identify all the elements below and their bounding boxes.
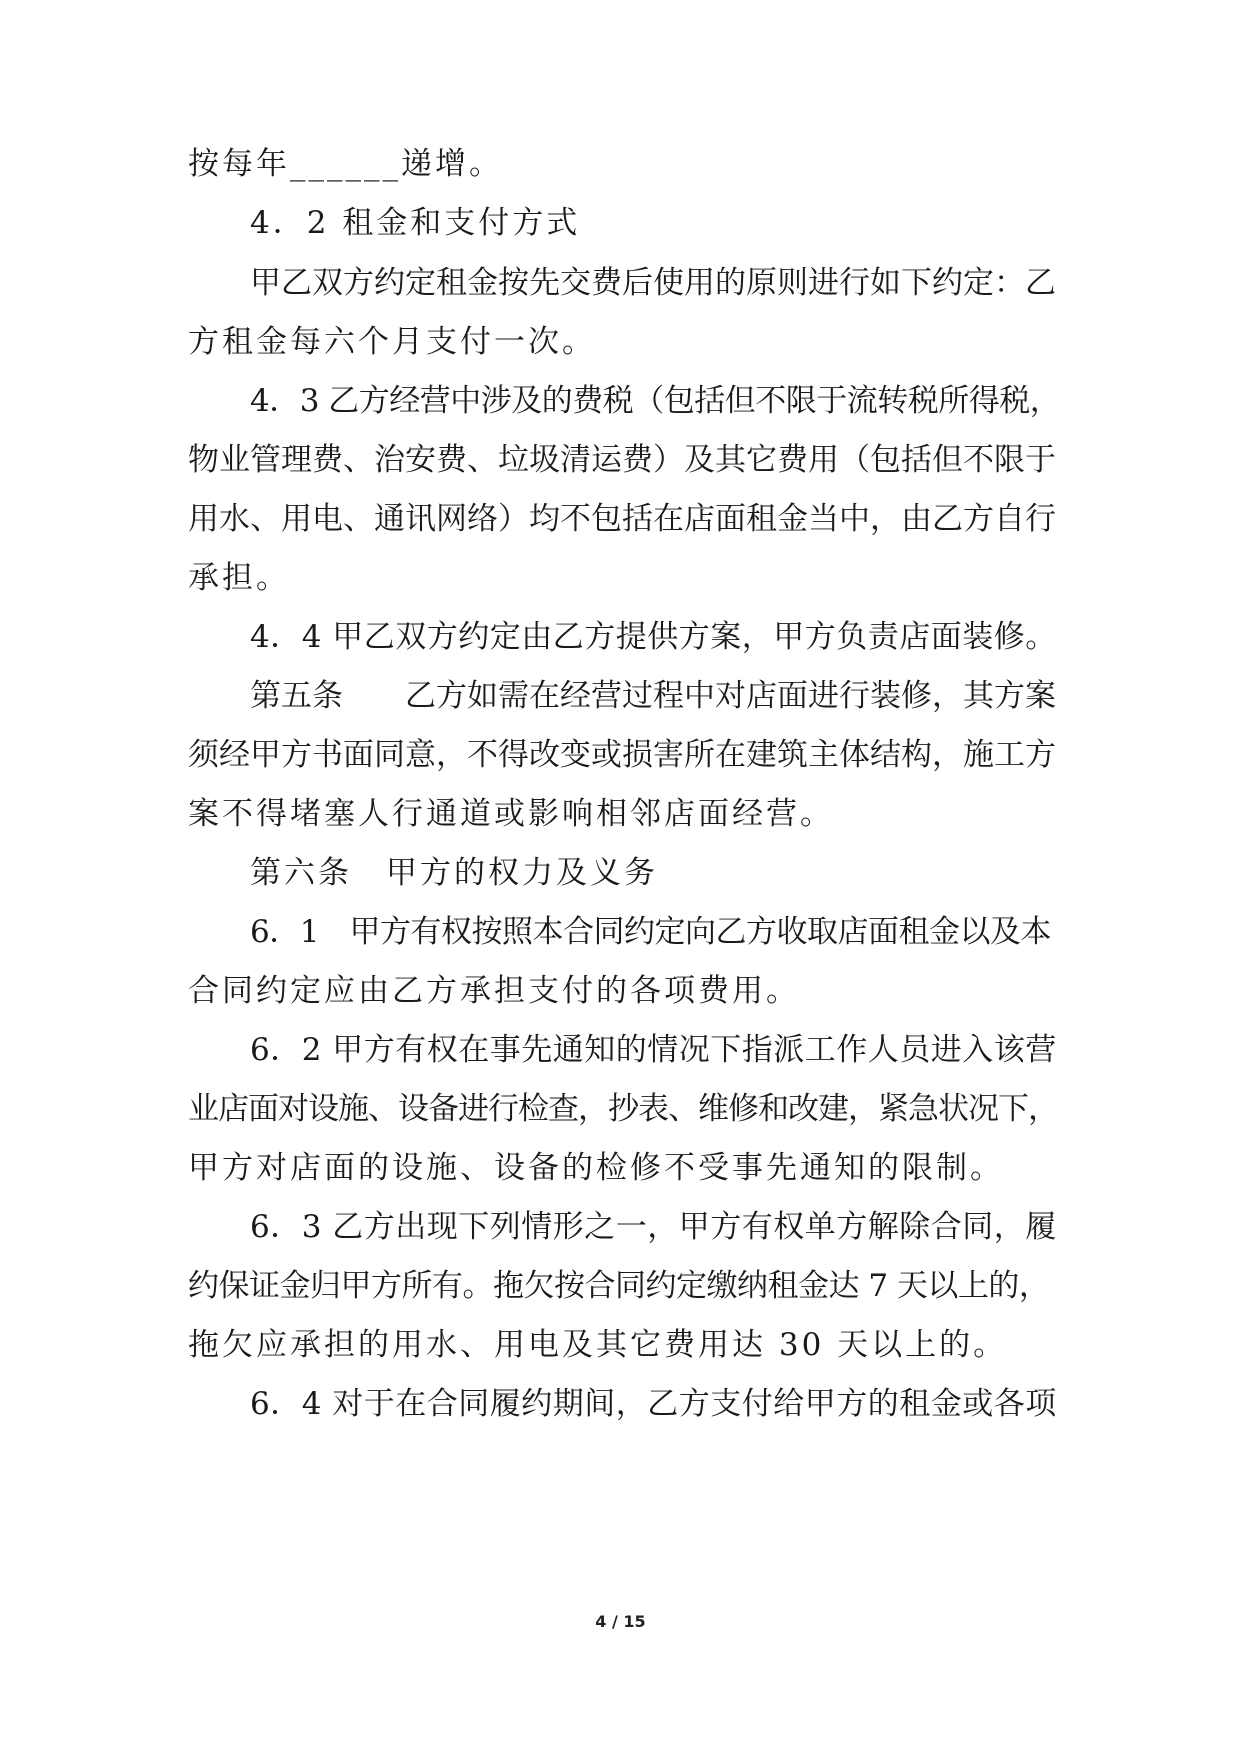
text-line: 业店面对设施、设备进行检查，抄表、维修和改建，紧急状况下， <box>188 1091 1058 1127</box>
text-line: 合同约定应由乙方承担支付的各项费用。 <box>188 973 800 1009</box>
text-line: 第五条 乙方如需在经营过程中对店面进行装修，其方案 <box>250 678 1056 714</box>
text-line: 案不得堵塞人行通道或影响相邻店面经营。 <box>188 796 834 832</box>
text-line: 拖欠应承担的用水、用电及其它费用达 30 天以上的。 <box>188 1327 1008 1363</box>
text-line: 按每年______递增。 <box>188 146 503 182</box>
text-line: 甲方对店面的设施、设备的检修不受事先通知的限制。 <box>188 1150 1004 1186</box>
text-line: 6．2 甲方有权在事先通知的情况下指派工作人员进入该营 <box>250 1032 1057 1068</box>
page-number: 4 / 15 <box>595 1612 646 1631</box>
text-line: 6．1 甲方有权按照本合同约定向乙方收取店面租金以及本 <box>250 914 1051 950</box>
text-line: 6．3 乙方出现下列情形之一，甲方有权单方解除合同，履 <box>250 1209 1057 1245</box>
text-line: 4．3 乙方经营中涉及的费税（包括但不限于流转税所得税， <box>250 383 1061 419</box>
text-line: 用水、用电、通讯网络）均不包括在店面租金当中，由乙方自行 <box>188 501 1056 537</box>
text-line: 第六条 甲方的权力及义务 <box>250 855 658 891</box>
text-line: 约保证金归甲方所有。拖欠按合同约定缴纳租金达 7 天以上的， <box>188 1268 1050 1304</box>
text-line: 承担。 <box>188 560 290 596</box>
text-line: 物业管理费、治安费、垃圾清运费）及其它费用（包括但不限于 <box>188 442 1056 478</box>
text-line: 甲乙双方约定租金按先交费后使用的原则进行如下约定：乙 <box>250 265 1056 301</box>
text-line: 4．4 甲乙双方约定由乙方提供方案，甲方负责店面装修。 <box>250 619 1057 655</box>
text-line: 方租金每六个月支付一次。 <box>188 324 596 360</box>
text-line: 6．4 对于在合同履约期间，乙方支付给甲方的租金或各项 <box>250 1386 1057 1422</box>
text-line: 4．2 租金和支付方式 <box>250 205 581 241</box>
text-line: 须经甲方书面同意，不得改变或损害所在建筑主体结构，施工方 <box>188 737 1056 773</box>
